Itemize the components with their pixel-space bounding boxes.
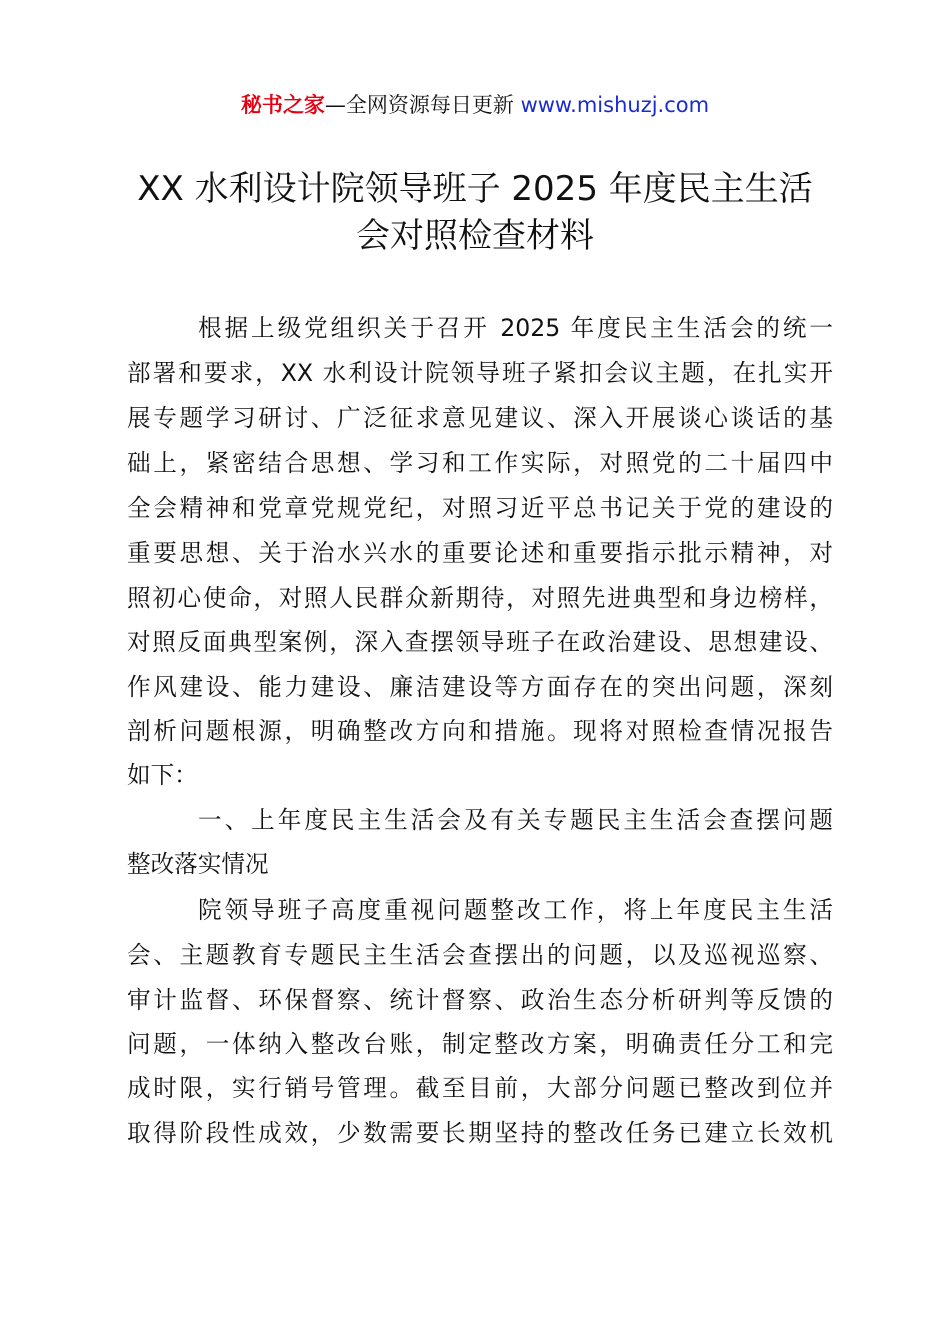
paragraph-line: 照初心使命，对照人民群众新期待，对照先进典型和身边榜样， — [127, 584, 833, 612]
paragraph-line: 剖析问题根源，明确整改方向和措施。现将对照检查情况报告 — [127, 717, 833, 745]
paragraph-line: 成时限，实行销号管理。截至目前，大部分问题已整改到位并 — [127, 1074, 833, 1102]
paragraph-line: 根据上级党组织关于召开 2025 年度民主生活会的统一 — [198, 314, 833, 342]
paragraph-line: 全会精神和党章党规党纪，对照习近平总书记关于党的建设的 — [127, 494, 833, 522]
paragraph-line: 作风建设、能力建设、廉洁建设等方面存在的突出问题，深刻 — [127, 673, 833, 701]
header-slogan: —全网资源每日更新 — [324, 93, 514, 117]
paragraph-line: 部署和要求，XX 水利设计院领导班子紧扣会议主题，在扎实开 — [127, 359, 833, 387]
paragraph-line: 如下： — [127, 761, 198, 789]
section-heading-line: 整改落实情况 — [127, 850, 269, 878]
brand-name: 秘书之家 — [240, 93, 325, 117]
document-title-line-1: XX 水利设计院领导班子 2025 年度民主生活 — [137, 169, 813, 209]
paragraph-line: 对照反面典型案例，深入查摆领导班子在政治建设、思想建设、 — [127, 628, 833, 656]
paragraph-line: 问题，一体纳入整改台账，制定整改方案，明确责任分工和完 — [127, 1030, 833, 1058]
paragraph-line: 重要思想、关于治水兴水的重要论述和重要指示批示精神，对 — [127, 539, 833, 567]
paragraph-line: 会、主题教育专题民主生活会查摆出的问题，以及巡视巡察、 — [127, 941, 833, 969]
site-header — [0, 90, 950, 120]
paragraph-line: 展专题学习研讨、广泛征求意见建议、深入开展谈心谈话的基 — [127, 404, 833, 432]
paragraph-line: 审计监督、环保督察、统计督察、政治生态分析研判等反馈的 — [127, 986, 833, 1014]
document-title-line-2: 会对照检查材料 — [356, 216, 594, 256]
paragraph-line: 院领导班子高度重视问题整改工作，将上年度民主生活 — [198, 896, 833, 924]
section-heading-line: 一、上年度民主生活会及有关专题民主生活会查摆问题 — [198, 806, 833, 834]
site-url-link[interactable]: www.mishuzj.com — [520, 93, 710, 117]
paragraph-line: 础上，紧密结合思想、学习和工作实际，对照党的二十届四中 — [127, 449, 833, 477]
paragraph-line: 取得阶段性成效，少数需要长期坚持的整改任务已建立长效机 — [127, 1119, 833, 1147]
